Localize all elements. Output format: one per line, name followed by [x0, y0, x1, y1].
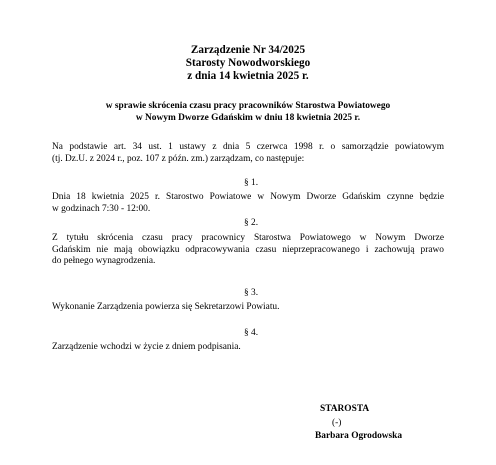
paragraph-line: Na podstawie art. 34 ust. 1 ustawy z dnia 5 czerwca 1998 r. o samorządzie powiatowym: [52, 142, 444, 152]
paragraph-line: (tj. Dz.U. z 2024 r., poz. 107 z późn. zm.) zarządzam, co następuje:: [52, 153, 305, 164]
paragraph-line: Z tytułu skrócenia czasu pracy pracownicy Starostwa Powiatowego w Nowym Dworze: [52, 233, 444, 243]
paragraph-line: Dnia 18 kwietnia 2025 r. Starostwo Powiatowe w Nowym Dworze Gdańskim czynne będzie: [52, 192, 444, 202]
paragraph-line: w godzinach 7:30 - 12:00.: [52, 203, 151, 214]
title-line: Zarządzenie Nr 34/2025: [190, 44, 306, 56]
paragraph-line: Wykonanie Zarządzenia powierza się Sekretarzowi Powiatu.: [52, 302, 280, 312]
signatory-role: STAROSTA: [320, 404, 370, 414]
signature-mark: (-): [332, 417, 342, 428]
section-heading-1: § 1.: [244, 178, 259, 188]
signature-block: [302, 403, 442, 444]
title-line: z dnia 14 kwietnia 2025 r.: [187, 70, 309, 82]
section-heading-4: § 4.: [244, 328, 259, 338]
document-title: [0, 44, 496, 83]
section-body-2: [52, 233, 444, 268]
subject-line: w sprawie skrócenia czasu pracy pracowników Starostwa Powiatowego: [105, 101, 391, 111]
subject-line: w Nowym Dworze Gdańskim w dniu 18 kwietnia 2025 r.: [135, 112, 361, 123]
section-heading-3: § 3.: [244, 288, 259, 298]
paragraph-line: do pełnego wynagrodzenia.: [52, 256, 156, 267]
paragraph-line: Zarządzenie wchodzi w życie z dniem podpisania.: [52, 342, 241, 352]
section-body-3: [52, 302, 444, 314]
document-subject: [0, 101, 496, 124]
section-heading-2: § 2.: [244, 218, 259, 228]
signatory-name: Barbara Ogrodowska: [315, 431, 403, 441]
section-body-4: [52, 342, 444, 354]
title-line: Starosty Nowodworskiego: [185, 57, 311, 69]
section-body-1: [52, 192, 444, 215]
legal-basis-paragraph: [52, 142, 444, 165]
paragraph-line: Gdańskim nie mają obowiązku odpracowywania czasu nieprzepracowanego i zachowują prawo: [52, 244, 444, 255]
